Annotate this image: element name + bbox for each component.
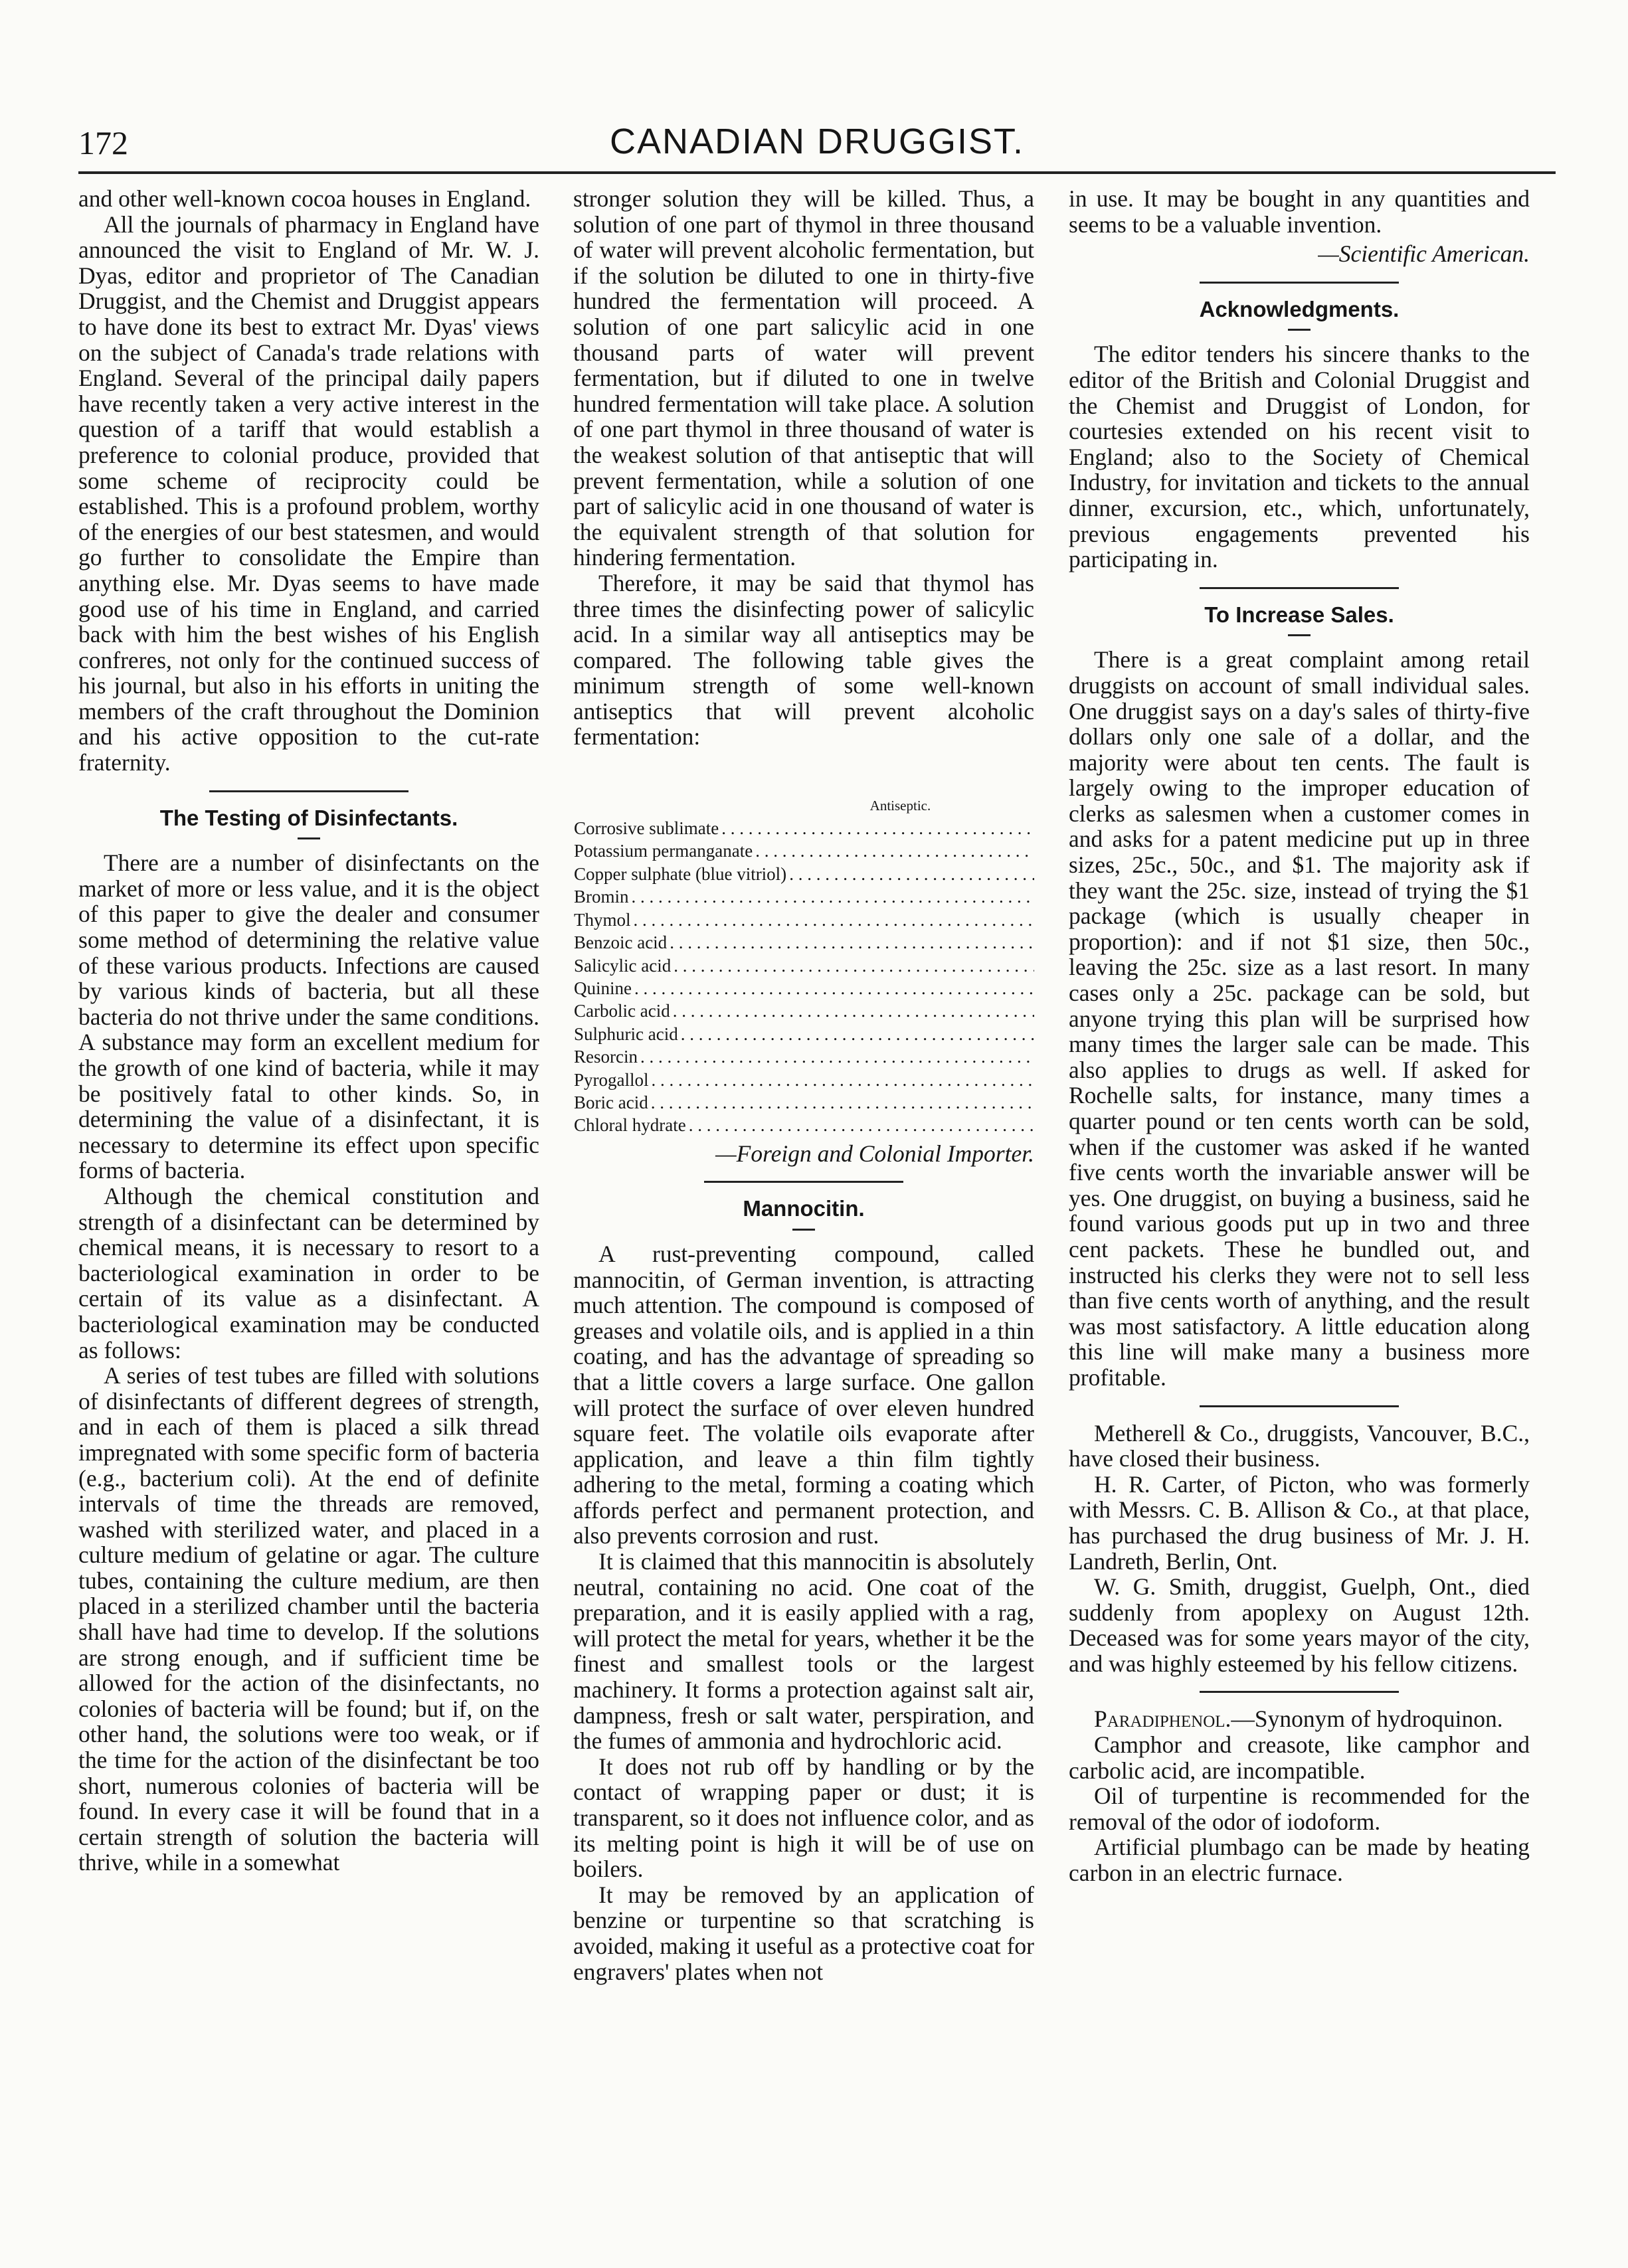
table-row	[573, 863, 1034, 885]
running-head: CANADIAN DRUGGIST.	[609, 122, 1025, 161]
divider	[792, 1229, 815, 1231]
paragraph: There are a number of disinfectants on the market of more or less value, and it is the object of this paper to give the dealer and consumer some method of determining the relative value of these various products. Infections are caused by various kinds of bacteria, but all these bacteria do not thrive under the same conditions. A substance may form an excellent medium for the growth of one kind of bacteria, while it may be positively fatal to other kinds. So, in determining the value of a disinfectant, it is necessary to determine its effect upon specific forms of bacteria.	[78, 849, 539, 1184]
divider	[1200, 1691, 1399, 1693]
paragraph: It does not rub off by handling or by the contact of wrapping paper or dust; it is transparent, so it does not influence color, and as its melting point is high it will be of use on boilers.	[573, 1753, 1034, 1883]
table-row	[573, 885, 1034, 908]
antiseptic-name: Thymol	[574, 909, 631, 930]
antiseptic-name-cell	[573, 885, 1034, 908]
divider	[1200, 587, 1399, 589]
antiseptic-name-cell	[573, 817, 1034, 839]
divider	[704, 1181, 903, 1183]
antiseptic-name-cell	[573, 1045, 1034, 1068]
article-heading: The Testing of Disinfectants.	[159, 805, 458, 830]
source-credit: —Scientific American.	[1318, 240, 1530, 268]
article-heading: To Increase Sales.	[1204, 602, 1394, 627]
definition: —Synonym of hydroquinon.	[1231, 1705, 1503, 1733]
paragraph: A rust-preventing compound, called mannocitin, of German invention, is attracting much attention. The compound is composed of greases and volatile oils, and is applied in a thin coating, and has the advantage of spreading so that a little covers a large surface. One gallon will protect the surface of over eleven hundred square feet. The volatile oils evaporate after application, and leave a thin film tightly adhering to the metal, forming a coating which affords perfect and permanent protection, and also prevents corrosion and rust.	[573, 1240, 1034, 1549]
table-row	[573, 977, 1034, 1000]
antiseptic-name: Corrosive sublimate	[574, 818, 719, 839]
source-credit: —Foreign and Colonial Importer.	[715, 1140, 1034, 1167]
page-header	[78, 124, 1556, 170]
divider	[1288, 634, 1311, 636]
antiseptic-name-cell	[573, 1091, 1034, 1114]
table-row	[573, 817, 1034, 839]
table-row	[573, 931, 1034, 954]
antiseptic-name-cell	[573, 1023, 1034, 1045]
antiseptic-name-cell	[573, 909, 1034, 931]
news-item: H. R. Carter, of Picton, who was formerly with Messrs. C. B. Allison & Co., at that place, has purchased the drug business of Mr. J. H. Landreth, Berlin, Ont.	[1069, 1470, 1530, 1575]
antiseptic-name-cell	[573, 1114, 1034, 1136]
antiseptic-name: Benzoic acid	[574, 932, 668, 953]
antiseptic-name: Sulphuric acid	[574, 1023, 678, 1044]
table-row	[573, 954, 1034, 977]
antiseptic-name: Chloral hydrate	[574, 1115, 686, 1136]
paragraph: There is a great complaint among retail druggists on account of small individual sales. One druggist says on a day's sales of thirty-five dollars only one sale of a dollar, and the majority were about ten cents. The fault is largely owing to the improper education of clerks as salesmen when a customer comes in and asks for a patent medicine put up in three sizes, 25c., 50c., and $1. The majority ask if they want the 25c. size, instead of trying the $1 package (which is usually cheaper in proportion): and if not $1 size, then 50c., leaving the 25c. size as a last resort. In many cases only a 25c. package can be sold, but anyone trying this plan will be surprised how many times the larger sale can be made. This also applies to drugs as well. If asked for Rochelle salts, for instance, many times a quarter pound or ten cents worth can be sold, when if the customer was asked if he wanted five cents worth the invariable answer will be yes. One druggist, on buying a business, said he found various goods put up in two and three cent packets. These he bundled out, and instructed his clerks they were not to sell less than five cents worth of anything, and the result was most satisfactory. A little education along this line will make many a business more profitable.	[1069, 646, 1530, 1391]
antiseptic-name: Carbolic acid	[574, 1001, 670, 1021]
table-row	[573, 1023, 1034, 1045]
column-3	[1069, 186, 1530, 2212]
column-1	[78, 186, 539, 2212]
article-heading: Acknowledgments.	[1199, 296, 1400, 321]
term: Paradiphenol.	[1094, 1705, 1231, 1733]
table-header-antiseptic: Antiseptic.	[869, 798, 931, 814]
table-row	[573, 1069, 1034, 1091]
news-item: Metherell & Co., druggists, Vancouver, B.C., have closed their business.	[1069, 1419, 1530, 1472]
antiseptic-name: Copper sulphate (blue vitriol)	[574, 863, 787, 884]
article-heading: Mannocitin.	[743, 1196, 865, 1221]
antiseptic-name: Resorcin	[574, 1047, 638, 1067]
table-row	[573, 909, 1034, 931]
header-rule	[78, 171, 1556, 174]
antiseptic-name-cell	[573, 1000, 1034, 1022]
note-item: Oil of turpentine is recommended for the removal of the odor of iodoform.	[1069, 1783, 1530, 1835]
paragraph: Therefore, it may be said that thymol has three times the disinfecting power of salicylic acid. In a similar way all antiseptics may be compared. The following table gives the minimum strength of some well-known antiseptics that will prevent alcoholic fermentation:	[573, 569, 1034, 750]
paragraph: and other well-known cocoa houses in England.	[78, 186, 531, 212]
column-2	[573, 186, 1034, 2212]
divider	[1200, 1405, 1399, 1407]
note-item	[1069, 1706, 1530, 1732]
antiseptic-table	[573, 754, 1034, 1137]
antiseptic-name: Bromin	[574, 887, 629, 907]
antiseptic-name: Salicylic acid	[574, 955, 672, 976]
antiseptic-name-cell	[573, 1069, 1034, 1091]
note-item: Camphor and creasote, like camphor and carbolic acid, are incompatible.	[1069, 1731, 1530, 1784]
antiseptic-name-cell	[573, 977, 1034, 1000]
divider	[1200, 282, 1399, 284]
paragraph: The editor tenders his sincere thanks to the editor of the British and Colonial Druggist and the Chemist and Druggist of London, for courtesies extended on his recent visit to England; also to the Society of Chemical Industry, for invitation and tickets to the annual dinner, excursion, etc., which, unfortunately, previous engagements prevented his participating in.	[1069, 341, 1530, 573]
antiseptic-name: Quinine	[574, 978, 632, 998]
table-row	[573, 1000, 1034, 1022]
table-row	[573, 839, 1034, 862]
divider	[298, 837, 320, 839]
divider	[1288, 329, 1311, 331]
paragraph: stronger solution they will be killed. Thus, a solution of one part of thymol in three thousand of water will prevent alcoholic fermentation, but if the solution be diluted to one in thirty-five hundred the fermentation will proceed. A solution of one part salicylic acid in one thousand parts of water will prevent fermentation, but if diluted to one in twelve hundred fermentation will take place. A solution of one part thymol in three thousand of water is the weakest solution of that antiseptic that will prevent fermentation, while a solution of one part of salicylic acid in one thousand of water is the equivalent strength of that solution for hindering fermentation.	[573, 186, 1034, 571]
table-row	[573, 1114, 1034, 1136]
table-row	[573, 1091, 1034, 1114]
antiseptic-name: Potassium permanganate	[574, 841, 753, 861]
paragraph: A series of test tubes are filled with solutions of disinfectants of different degrees of strength, and in each of them is placed a silk thread impregnated with some specific form of bacteria (e.g., bacterium coli). At the end of definite intervals of time the threads are removed, washed with sterilized water, and placed in a culture medium of gelatine or agar. The culture tubes, containing the culture medium, are then placed in a sterilized chamber until the bacteria shall have had time to develop. If the solutions are strong enough, and if sufficient time be allowed for the action of the disinfectants, no colonies of bacteria will be found; but if, on the other hand, the solutions were too weak, or if the time for the action of the disinfectant be too short, numerous colonies of bacteria will be found. In every case it will be found that in a certain strength of solution the bacteria will thrive, while in a somewhat	[78, 1362, 539, 1876]
paragraph: All the journals of pharmacy in England have announced the visit to England of Mr. W. J. Dyas, editor and proprietor of The Canadian Druggist, and the Chemist and Druggist appears to have done its best to extract Mr. Dyas' views on the subject of Canada's trade relations with England. Several of the principal daily papers have recently taken a very active interest in the question of a tariff that would establish a preference to colonial produce, provided that some scheme of reciprocity could be established. This is a profound problem, worthy of the energies of our best statesmen, and would go further to consolidate the Empire than anything else. Mr. Dyas seems to have made good use of his time in England, and carried back with him the best wishes of his English confreres, not only for the continued success of his journal, but also in his efforts in uniting the members of the craft throughout the Dominion and his active opposition to the cut-rate fraternity.	[78, 211, 539, 776]
antiseptic-name-cell	[573, 863, 1034, 885]
page-number: 172	[78, 124, 128, 161]
antiseptic-name: Boric acid	[574, 1092, 648, 1112]
antiseptic-name-cell	[573, 954, 1034, 977]
antiseptic-name-cell	[573, 839, 1034, 862]
paragraph: Although the chemical constitution and strength of a disinfectant can be determined by chemical means, it is necessary to resort to a bacteriological examination in order to be certain of its value as a disinfectant. A bacteriological examination may be conducted as follows:	[78, 1182, 539, 1363]
divider	[209, 790, 408, 792]
note-item: Artificial plumbago can be made by heating carbon in an electric furnace.	[1069, 1834, 1530, 1887]
antiseptic-name: Pyrogallol	[574, 1069, 649, 1090]
table-row	[573, 1045, 1034, 1068]
paragraph: It may be removed by an application of benzine or turpentine so that scratching is avoided, making it useful as a protective coat for engravers' plates when not	[573, 1881, 1034, 1985]
news-item: W. G. Smith, druggist, Guelph, Ont., died suddenly from apoplexy on August 12th. Deceased was for some years mayor of the city, and was highly esteemed by his fellow citizens.	[1069, 1573, 1530, 1677]
paragraph: It is claimed that this mannocitin is absolutely neutral, containing no acid. One coat of the preparation, and it is easily applied with a rag, will protect the metal for years, whether it be the finest and smallest tools or the largest machinery. It forms a protection against salt air, dampness, fresh or salt water, perspiration, and the fumes of ammonia and hydrochloric acid.	[573, 1548, 1034, 1755]
antiseptic-name-cell	[573, 931, 1034, 954]
paragraph: in use. It may be bought in any quantities and seems to be a valuable invention.	[1069, 186, 1530, 238]
